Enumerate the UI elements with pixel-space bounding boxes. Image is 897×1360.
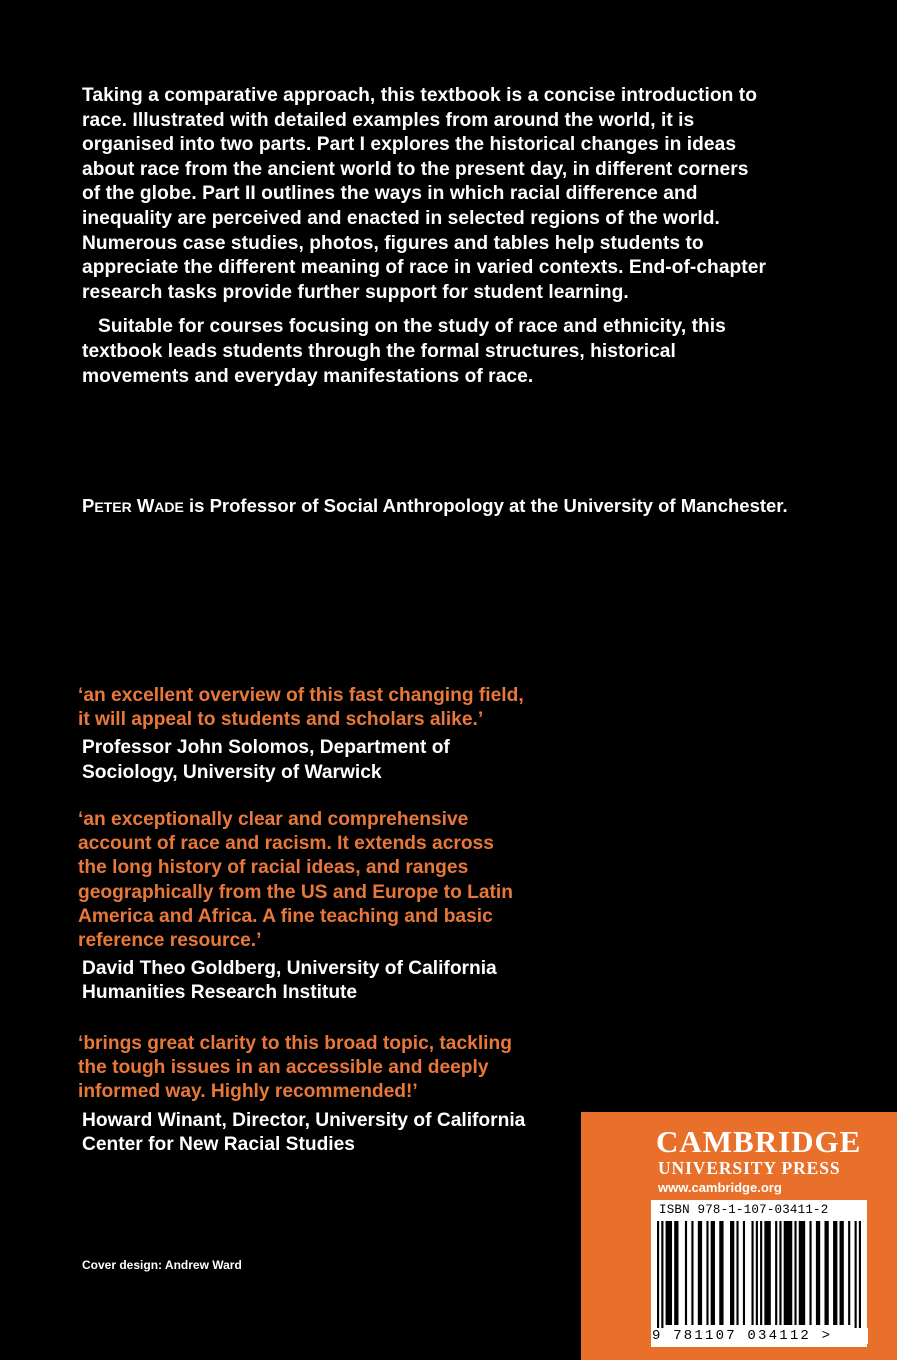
barcode-bar xyxy=(764,1221,770,1325)
author-last-rest: ADE xyxy=(154,499,184,515)
description-paragraph-2: Suitable for courses focusing on the study of race and ethnicity, this textbook leads students through the formal structures, historical movements and everyday manifestations of race. xyxy=(82,316,726,387)
barcode-bar xyxy=(691,1221,693,1325)
barcode-bar xyxy=(824,1221,828,1325)
review-quote-3 xyxy=(78,1032,578,1157)
review-quote-1 xyxy=(78,684,578,785)
barcode-bar xyxy=(833,1221,837,1325)
barcode-bar xyxy=(855,1221,857,1333)
barcode-bar xyxy=(719,1221,723,1325)
barcode-bar xyxy=(840,1221,844,1325)
barcode-bar xyxy=(711,1221,715,1325)
barcode-digits: 9 781107 034112 > xyxy=(651,1328,868,1344)
quote-attribution: Professor John Solomos, Department of Sociology, University of Warwick xyxy=(82,737,450,783)
quote-text: ‘an exceptionally clear and comprehensive account of race and racism. It extends across the long history of racial ideas, and ranges geographically from the US and Europe to Latin America and Africa. A fine teaching and basic reference resource.’ xyxy=(78,809,513,952)
barcode-bar xyxy=(698,1221,702,1325)
barcode-bar xyxy=(756,1221,758,1325)
publisher-logo-name: CAMBRIDGE xyxy=(656,1124,862,1159)
barcode-bar xyxy=(736,1221,738,1325)
quote-text: ‘an excellent overview of this fast changing field, it will appeal to students and scholars alike.’ xyxy=(78,685,524,731)
barcode-bar xyxy=(794,1221,796,1325)
isbn-label: ISBN 978-1-107-03411-2 xyxy=(659,1203,829,1217)
author-last-initial: W xyxy=(136,495,155,516)
quote-text: ‘brings great clarity to this broad topic, tackling the tough issues in an accessible and deeply informed way. Highly recommended!’ xyxy=(78,1033,512,1103)
publisher-panel xyxy=(581,1112,897,1360)
barcode-bar xyxy=(751,1221,753,1325)
author-first-initial: P xyxy=(82,495,95,516)
description-paragraph-1: Taking a comparative approach, this textbook is a concise introduction to race. Illustrated with detailed examples from around the world, it is organised into two parts. Part I explores the historical changes in ideas about race from the ancient world to the present day, in different corners of the globe. Part II outlines the ways in which racial difference and inequality are perceived and enacted in selected regions of the world. Numerous case studies, photos, figures and tables help students to appreciate the different meaning of race in varied contexts. End-of-chapter research tasks provide further support for student learning. xyxy=(82,85,766,303)
author-first-rest: ETER xyxy=(94,499,132,515)
barcode-bar xyxy=(674,1221,678,1325)
barcode-bar xyxy=(657,1221,659,1333)
barcode-bar xyxy=(666,1221,672,1325)
quote-attribution: David Theo Goldberg, University of California Humanities Research Institute xyxy=(82,958,497,1004)
barcode-bar xyxy=(685,1221,687,1325)
cover-design-credit: Cover design: Andrew Ward xyxy=(82,1258,242,1272)
publisher-url: www.cambridge.org xyxy=(658,1180,782,1195)
barcode-bar xyxy=(760,1221,762,1325)
review-quote-2 xyxy=(78,808,578,1006)
barcode-bar xyxy=(816,1221,820,1325)
barcode-bar xyxy=(743,1221,745,1325)
barcode-bar xyxy=(809,1221,811,1325)
barcode-bar xyxy=(775,1221,777,1325)
barcode-bar xyxy=(779,1221,781,1325)
barcode-bar xyxy=(730,1221,734,1325)
book-description xyxy=(82,84,772,389)
barcode-bar xyxy=(706,1221,708,1325)
barcode-bar xyxy=(859,1221,861,1333)
publisher-logo-subtitle: UNIVERSITY PRESS xyxy=(658,1158,841,1178)
isbn-barcode xyxy=(651,1200,867,1347)
barcode-bar xyxy=(848,1221,850,1325)
author-bio xyxy=(82,494,882,519)
barcode-bar xyxy=(799,1221,805,1325)
quote-attribution: Howard Winant, Director, University of California Center for New Racial Studies xyxy=(82,1109,526,1155)
barcode-bars-graphic xyxy=(657,1221,861,1333)
barcode-bar xyxy=(784,1221,793,1325)
barcode-bar xyxy=(661,1221,663,1333)
author-bio-text: is Professor of Social Anthropology at the University of Manchester. xyxy=(183,495,788,516)
